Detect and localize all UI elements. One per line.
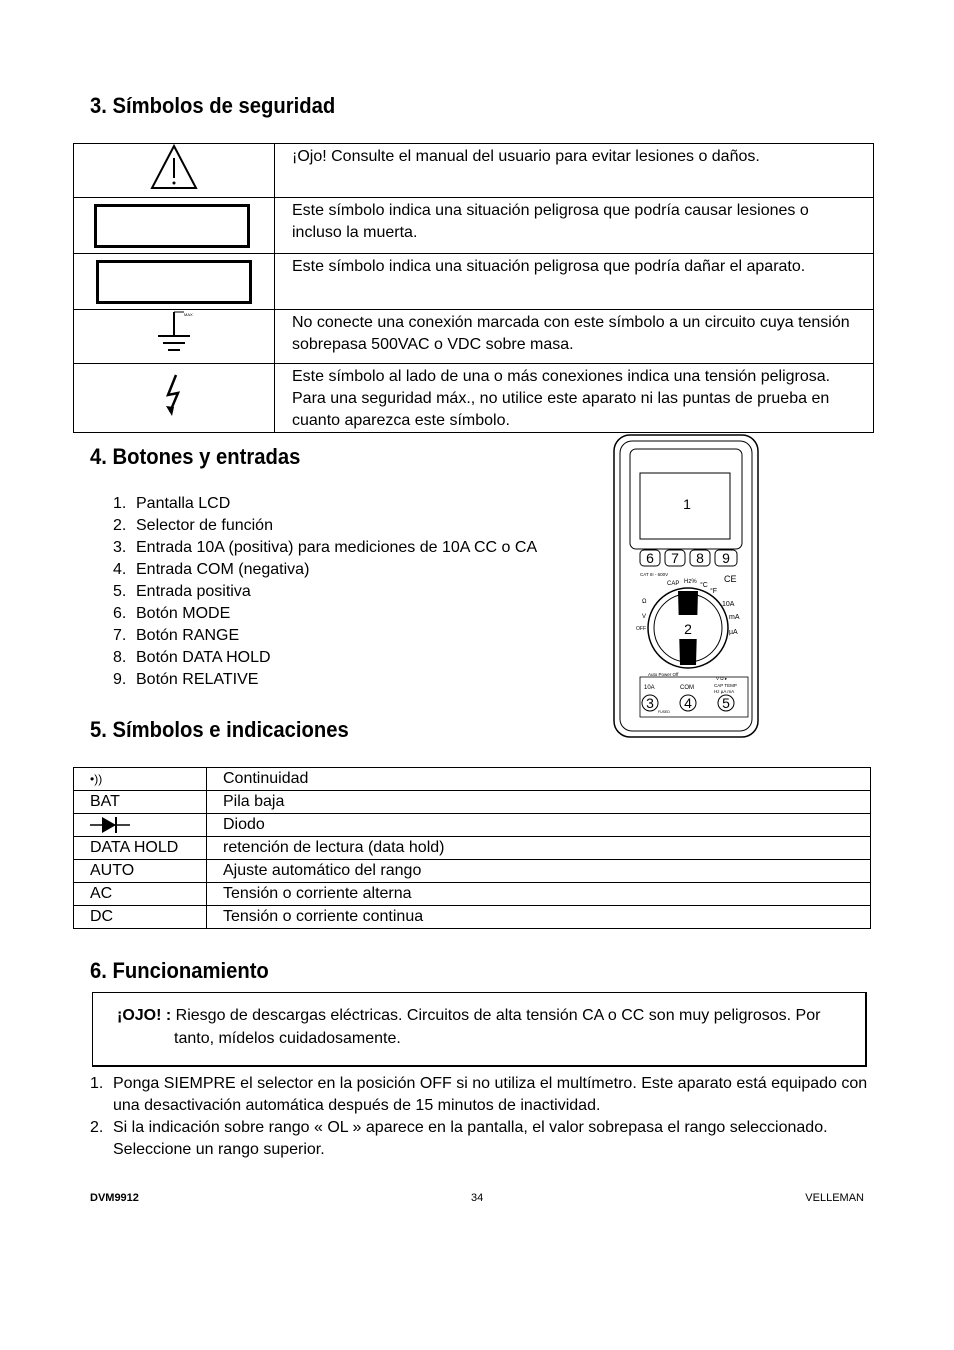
table-row xyxy=(74,906,871,929)
v-ohm-label: V Ω ▸ xyxy=(716,676,728,681)
auto-power-off-label: Auto Power Off xyxy=(648,672,679,677)
footer-model: DVM9912 xyxy=(90,1192,139,1204)
symbol-cell xyxy=(74,364,275,433)
list-item: 1. Pantalla LCD xyxy=(113,495,231,512)
warning-triangle-icon xyxy=(150,144,198,190)
table-row xyxy=(74,254,874,310)
com-input-label: COM xyxy=(680,685,694,691)
label-7: 7 xyxy=(671,550,679,566)
table-row xyxy=(74,837,871,860)
section-6-title: 6. Funcionamiento xyxy=(90,958,269,983)
indicator-symbol: AUTO xyxy=(74,860,207,883)
item-line: Si la indicación sobre rango « OL » aparece en la pantalla, el valor sobrepasa el rango seleccionado. xyxy=(113,1119,828,1136)
v-label: V xyxy=(642,614,647,620)
symbol-cell xyxy=(74,254,275,310)
list-item xyxy=(90,1073,870,1117)
symbol-description: Este símbolo indica una situación peligrosa que podría causar lesiones o incluso la muerta. xyxy=(275,198,874,254)
footer-page-number: 34 xyxy=(471,1192,484,1204)
indicator-description: Tensión o corriente continua xyxy=(207,906,871,929)
hz-label: Hz% xyxy=(684,579,697,585)
cap-label: CAP xyxy=(667,581,680,587)
footer-brand: VELLEMAN xyxy=(805,1192,864,1204)
list-item: 3. Entrada 10A (positiva) para mediciones de 10A CC o CA xyxy=(113,539,538,556)
indicator-description: Ajuste automático del rango xyxy=(207,860,871,883)
diode-icon xyxy=(90,815,130,835)
list-item: 5. Entrada positiva xyxy=(113,583,251,600)
label-6: 6 xyxy=(646,550,654,566)
symbol-cell xyxy=(74,144,275,198)
symbol-description: No conecte una conexión marcada con este símbolo a un circuito cuya tensión sobrepasa 500VAC o VDC sobre masa. xyxy=(275,310,874,364)
list-item xyxy=(90,1117,870,1161)
item-number: 1. xyxy=(90,1075,104,1092)
10a-input-label: 10A xyxy=(644,685,655,691)
section-3-title: 3. Símbolos de seguridad xyxy=(90,93,336,118)
indicator-description: Continuidad xyxy=(207,768,871,791)
max-label: MAX xyxy=(184,312,193,317)
table-row xyxy=(74,768,871,791)
table-row xyxy=(74,791,871,814)
list-item: 6. Botón MODE xyxy=(113,605,231,622)
ground-max-icon xyxy=(144,310,204,356)
item-line: Seleccione un rango superior. xyxy=(113,1141,325,1158)
indicator-symbol xyxy=(74,814,207,837)
list-item: 2. Selector de función xyxy=(113,517,273,534)
indicator-symbol: DC xyxy=(74,906,207,929)
section-5-title: 5. Símbolos e indicaciones xyxy=(90,717,349,742)
indicator-symbol: DATA HOLD xyxy=(74,837,207,860)
warning-box xyxy=(92,992,867,1067)
indicator-description: Tensión o corriente alterna xyxy=(207,883,871,906)
list-item: 9. Botón RELATIVE xyxy=(113,671,259,688)
symbol-cell xyxy=(74,198,275,254)
list-item: 7. Botón RANGE xyxy=(113,627,240,644)
label-3: 3 xyxy=(646,695,654,711)
ua-label: µA xyxy=(729,629,738,636)
item-number: 2. xyxy=(90,1119,104,1136)
table-row xyxy=(74,310,874,364)
item-line: una desactivación automática después de 15 minutos de inactividad. xyxy=(113,1097,601,1114)
indicator-description: retención de lectura (data hold) xyxy=(207,837,871,860)
ma-label: mA xyxy=(729,614,740,621)
label-8: 8 xyxy=(696,550,704,566)
warning-line-2: tanto, mídelos cuidadosamente. xyxy=(174,1030,401,1047)
warning-text: Riesgo de descargas eléctricas. Circuitos de alta tensión CA o CC son muy peligrosos. Por xyxy=(175,1007,821,1024)
operation-list xyxy=(90,1073,870,1161)
ce-label: CE xyxy=(724,574,737,584)
item-line: Ponga SIEMPRE el selector en la posición OFF si no utiliza el multímetro. Este aparato está equipado con xyxy=(113,1075,868,1092)
indicator-description: Pila baja xyxy=(207,791,871,814)
symbol-cell xyxy=(74,310,275,364)
ohm-label: Ω xyxy=(642,599,647,605)
label-4: 4 xyxy=(684,695,692,711)
table-row xyxy=(74,364,874,433)
10a-label: 10A xyxy=(722,601,735,608)
table-row xyxy=(74,198,874,254)
f-label: °F xyxy=(710,588,718,595)
hz-ua-label: Hz µA mA xyxy=(714,689,735,694)
fused-label: FUSED xyxy=(658,710,670,714)
warning-box-icon xyxy=(94,204,250,248)
indicator-symbol: AC xyxy=(74,883,207,906)
list-item: 8. Botón DATA HOLD xyxy=(113,649,271,666)
section-4-title: 4. Botones y entradas xyxy=(90,444,301,469)
caution-box-icon xyxy=(96,260,252,304)
table-row xyxy=(74,814,871,837)
table-row xyxy=(74,144,874,198)
label-1: 1 xyxy=(683,496,691,512)
c-label: °C xyxy=(700,582,708,589)
indicator-symbol: BAT xyxy=(74,791,207,814)
indicator-description: Diodo xyxy=(207,814,871,837)
cat-label: CAT III - 600V xyxy=(640,572,669,577)
label-5: 5 xyxy=(722,695,730,711)
cap-temp-label: CAP TEMP xyxy=(714,683,737,688)
table-row xyxy=(74,883,871,906)
indicator-symbol: •)) xyxy=(74,768,207,791)
list-item: 4. Entrada COM (negativa) xyxy=(113,561,310,578)
warning-label: ¡OJO! : xyxy=(117,1007,172,1024)
multimeter-diagram xyxy=(612,433,760,739)
indications-table xyxy=(73,767,871,929)
label-2: 2 xyxy=(684,621,692,637)
table-row xyxy=(74,860,871,883)
symbol-description: Este símbolo indica una situación peligrosa que podría dañar el aparato. xyxy=(275,254,874,310)
symbol-description: Este símbolo al lado de una o más conexiones indica una tensión peligrosa. Para una seguridad máx., no utilice este aparato ni las puntas de prueba en cuanto aparezca este símbolo. xyxy=(275,364,874,433)
buttons-list xyxy=(113,493,537,691)
off-label: OFF xyxy=(636,626,646,632)
safety-symbols-table xyxy=(73,143,874,433)
label-9: 9 xyxy=(722,550,730,566)
warning-line-1 xyxy=(117,1005,820,1027)
lightning-bolt-icon xyxy=(162,372,186,418)
symbol-description: ¡Ojo! Consulte el manual del usuario para evitar lesiones o daños. xyxy=(275,144,874,198)
